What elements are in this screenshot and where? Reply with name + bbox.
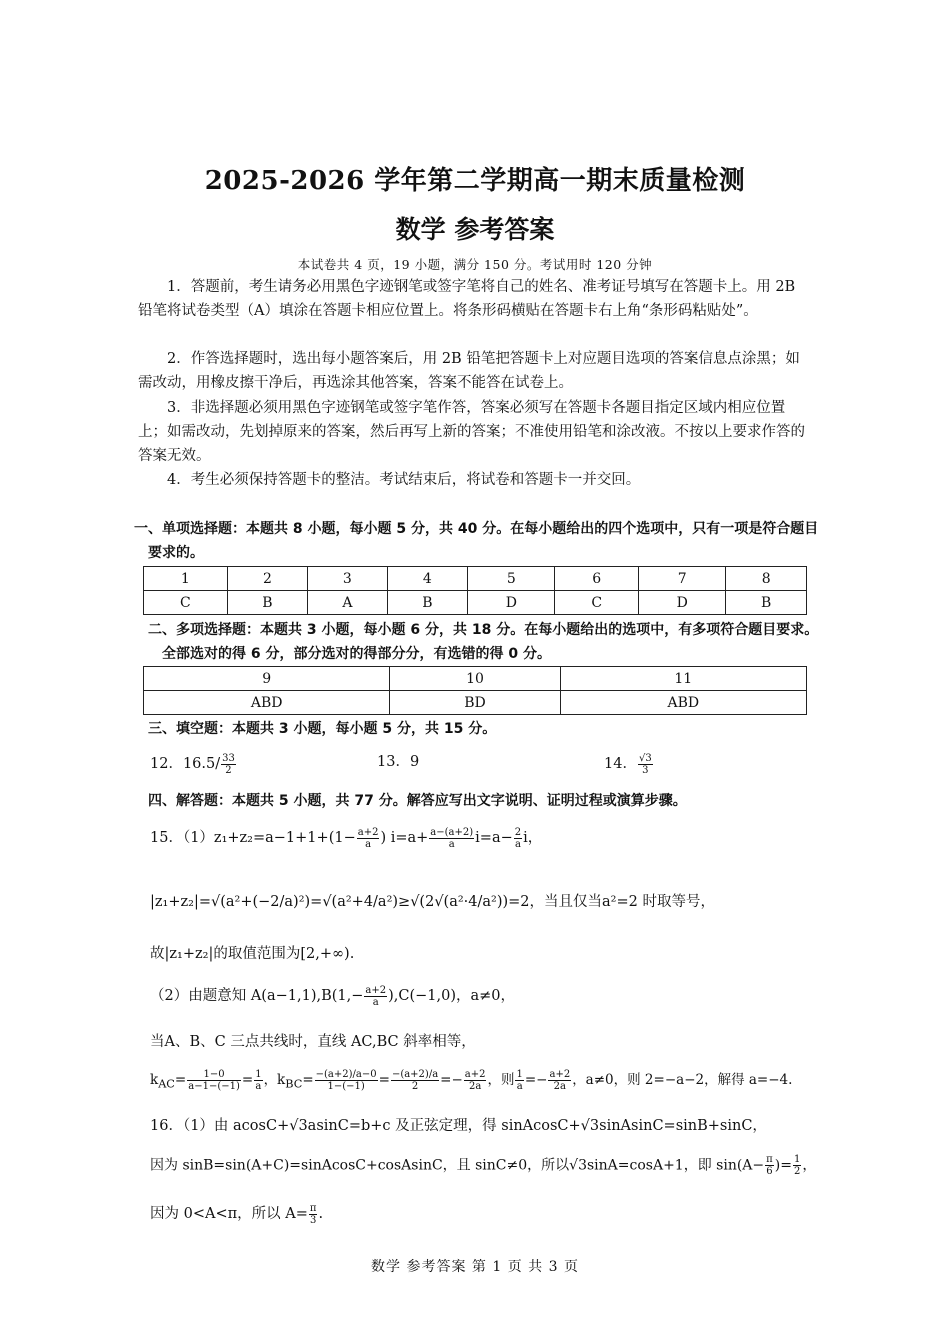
page-subtitle: 数学 参考答案 bbox=[395, 215, 555, 244]
q15-line-3: 故|z₁+z₂|的取值范围为[2,+∞). bbox=[150, 946, 355, 962]
exam-info: 本试卷共 4 页，19 小题，满分 150 分。考试用时 120 分钟 bbox=[297, 257, 653, 272]
table-cell: 1 bbox=[144, 567, 228, 591]
table-cell: A bbox=[308, 591, 387, 615]
answer-table-2 bbox=[143, 666, 807, 715]
table-cell: B bbox=[726, 591, 807, 615]
note-3: 3．非选择题必须用黑色字迹钢笔或签字笔作答，答案必须写在答题卡各题目指定区域内相应位置上；如需改动，先划掉原来的答案，然后再写上新的答案；不准使用铅笔和涂改液。不按以上要求作答的答案无效。 bbox=[138, 400, 805, 464]
table-cell: 8 bbox=[726, 567, 807, 591]
q15-line-4: （2）由题意知 A(a−1,1),B(1,− $\frac{a+2}{a}$ ),C(−1,0)，a≠0， bbox=[150, 984, 516, 1008]
section-4-heading: 四、解答题：本题共 5 小题，共 77 分。解答应写出文字说明、证明过程或演算步骤。 bbox=[148, 793, 687, 809]
note-1: 1．答题前，考生请务必用黑色字迹钢笔或签字笔将自己的姓名、准考证号填写在答题卡上。用 2B 铅笔将试卷类型（A）填涂在答题卡相应位置上。将条形码横贴在答题卡右上角“条形码粘贴处”。 bbox=[138, 279, 796, 319]
answer-q13: 13．9 bbox=[377, 754, 420, 770]
table-cell: C bbox=[144, 591, 228, 615]
table-cell: BD bbox=[390, 691, 560, 715]
table-row bbox=[144, 591, 807, 615]
table-cell: D bbox=[639, 591, 726, 615]
table-cell: ABD bbox=[560, 691, 806, 715]
table-cell: 7 bbox=[639, 567, 726, 591]
table-row bbox=[144, 691, 807, 715]
table-cell: D bbox=[468, 591, 555, 615]
table-cell: 6 bbox=[555, 567, 639, 591]
answer-q12: 12．16.5/ $\frac{33}{2}$ bbox=[150, 752, 235, 776]
table-cell: 10 bbox=[390, 667, 560, 691]
table-cell: 4 bbox=[387, 567, 468, 591]
note-4: 4．考生必须保持答题卡的整洁。考试结束后，将试卷和答题卡一并交回。 bbox=[167, 472, 641, 488]
page-title: 2025-2026 学年第二学期高一期末质量检测 bbox=[204, 166, 746, 196]
section-2-heading: 二、多项选择题：本题共 3 小题，每小题 6 分，共 18 分。在每小题给出的选项中，有多项符合题目要求。全部选对的得 6 分，部分选对的得部分分，有选错的得 0 分。 bbox=[148, 622, 819, 662]
table-cell: B bbox=[387, 591, 468, 615]
page-footer: 数学 参考答案 第 1 页 共 3 页 bbox=[371, 1259, 579, 1275]
q15-line-2: |z₁+z₂|=√(a²+(−2/a)²)=√(a²+4/a²)≥√(2√(a²·4/a²))=2，当且仅当a²=2 时取等号， bbox=[150, 894, 715, 910]
note-2: 2．作答选择题时，选出每小题答案后，用 2B 铅笔把答题卡上对应题目选项的答案信息点涂黑；如需改动，用橡皮擦干净后，再选涂其他答案，答案不能答在试卷上。 bbox=[138, 351, 800, 391]
table-cell: 9 bbox=[144, 667, 390, 691]
q16-line-2: 因为 sinB=sin(A+C)=sinAcosC+cosAsinC，且 sinC≠0，所以√3sinA=cosA+1，即 sin(A− $\frac{\pi}{6}$ )= $\frac{1}{2}$ ， bbox=[150, 1154, 817, 1177]
section-1-heading: 一、单项选择题：本题共 8 小题，每小题 5 分，共 40 分。在每小题给出的四个选项中，只有一项是符合题目要求的。 bbox=[134, 521, 819, 561]
table-cell: 3 bbox=[308, 567, 387, 591]
table-cell: 5 bbox=[468, 567, 555, 591]
table-cell: C bbox=[555, 591, 639, 615]
q16-line-3: 因为 0<A<π，所以 A= $\frac{\pi}{3}$ . bbox=[150, 1202, 324, 1226]
q16-line-1: 16．（1）由 acosC+√3asinC=b+c 及正弦定理，得 sinAcosC+√3sinAsinC=sinB+sinC， bbox=[150, 1118, 767, 1134]
answer-table-1 bbox=[143, 566, 807, 615]
q15-line-1: 15．（1）z₁+z₂=a−1+1+(1− $\frac{a+2}{a}$ ) i=a+ $\frac{a-(a+2)}{a}$ i=a− $\frac{2}{a}$ i， bbox=[150, 826, 543, 850]
section-3-heading: 三、填空题：本题共 3 小题，每小题 5 分，共 15 分。 bbox=[148, 721, 497, 737]
table-cell: B bbox=[227, 591, 308, 615]
table-row bbox=[144, 667, 807, 691]
table-cell: 2 bbox=[227, 567, 308, 591]
table-cell: ABD bbox=[144, 691, 390, 715]
q15-line-6: $k_{AC}=$ $\frac{1-0}{a-1-(-1)}$ = $\frac{1}{a}$ ，$k_{BC}=$ $\frac{-(a+2)/a-0}{1-(-1)}$ = $\frac{-(a+2)/a}{2}$ =− $\frac{a+2}{2a}$ ，则 $\frac{1}{a}$ =− $\frac{a+2}{2a}$ ，a≠0，则 2=−a−2，解得 a=−4. bbox=[150, 1069, 793, 1092]
table-cell: 11 bbox=[560, 667, 806, 691]
table-row bbox=[144, 567, 807, 591]
answer-q14: 14． $\frac{√3}{3}$ bbox=[604, 752, 652, 776]
q15-line-5: 当A、B、C 三点共线时，直线 AC,BC 斜率相等， bbox=[150, 1034, 476, 1050]
